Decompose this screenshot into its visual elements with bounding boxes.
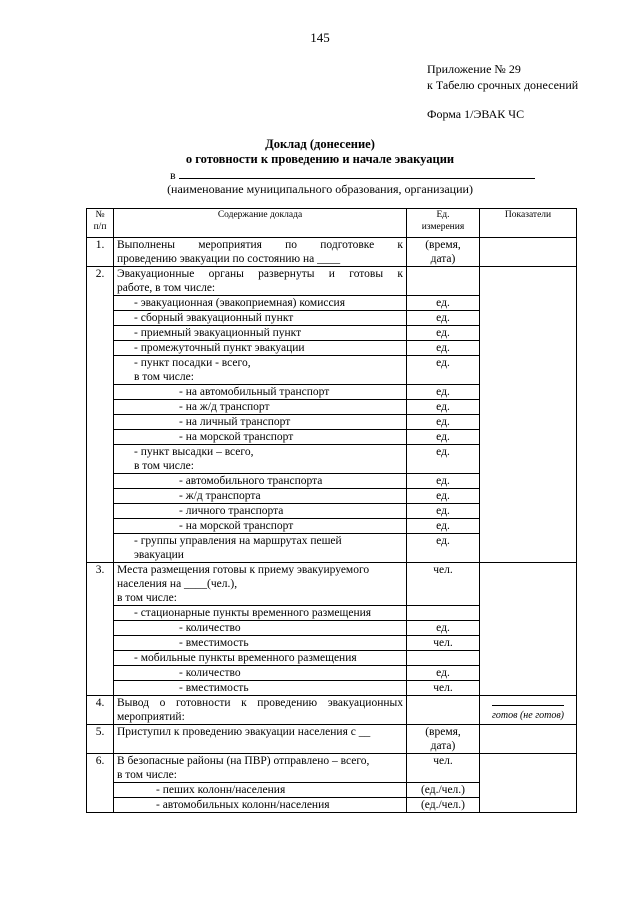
row-unit: ед. bbox=[407, 621, 480, 636]
row-number: 5. bbox=[87, 725, 114, 754]
row-unit: ед. bbox=[407, 326, 480, 341]
row-content: - пункт высадки – всего, в том числе: bbox=[114, 445, 407, 474]
header-unit: Ед. измерения bbox=[407, 209, 480, 238]
row-unit bbox=[407, 606, 480, 621]
row-content: - автомобильного транспорта bbox=[114, 474, 407, 489]
row-unit: ед. bbox=[407, 445, 480, 474]
table-row bbox=[87, 696, 577, 725]
row-content: - личного транспорта bbox=[114, 504, 407, 519]
row-content: - на личный транспорт bbox=[114, 415, 407, 430]
report-table bbox=[86, 208, 577, 813]
row-content: - на морской транспорт bbox=[114, 430, 407, 445]
status-hint: готов (не готов) bbox=[492, 710, 564, 721]
table-row bbox=[87, 754, 577, 783]
row-unit: ед. bbox=[407, 356, 480, 385]
row-unit: ед. bbox=[407, 666, 480, 681]
appendix-line-1: Приложение № 29 bbox=[427, 62, 521, 76]
form-id: Форма 1/ЭВАК ЧС bbox=[427, 107, 525, 121]
header-content: Содержание доклада bbox=[114, 209, 407, 238]
row-content: - количество bbox=[114, 621, 407, 636]
row-unit: чел. bbox=[407, 681, 480, 696]
row-content: - вместимость bbox=[114, 681, 407, 696]
status-blank bbox=[492, 696, 564, 706]
row-content: - мобильные пункты временного размещения bbox=[114, 651, 407, 666]
row-unit: чел. bbox=[407, 754, 480, 783]
appendix-note bbox=[427, 61, 578, 93]
row-content: Места размещения готовы к приему эвакуируемого населения на ____(чел.), в том числе: bbox=[114, 563, 407, 606]
row-unit bbox=[407, 651, 480, 666]
row-content: - эвакуационная (эвакоприемная) комиссия bbox=[114, 296, 407, 311]
row-number: 3. bbox=[87, 563, 114, 696]
table-row bbox=[87, 267, 577, 296]
row-value-cell[interactable] bbox=[480, 267, 577, 563]
row-unit: ед. bbox=[407, 296, 480, 311]
row-content: Вывод о готовности к проведению эвакуационных мероприятий: bbox=[114, 696, 407, 725]
row-content: - пеших колонн/населения bbox=[114, 783, 407, 798]
row-content: - на ж/д транспорт bbox=[114, 400, 407, 415]
row-content: - вместимость bbox=[114, 636, 407, 651]
doc-subtitle: о готовности к проведению и начале эвакуации bbox=[185, 152, 455, 166]
row-content: - приемный эвакуационный пункт bbox=[114, 326, 407, 341]
row-content: Эвакуационные органы развернуты и готовы к работе, в том числе: bbox=[114, 267, 407, 296]
row-content: - на автомобильный транспорт bbox=[114, 385, 407, 400]
row-content: - группы управления на маршрутах пешей эвакуации bbox=[114, 534, 407, 563]
row-unit: ед. bbox=[407, 489, 480, 504]
row-content: В безопасные районы (на ПВР) отправлено – всего, в том числе: bbox=[114, 754, 407, 783]
header-values: Показатели bbox=[480, 209, 577, 238]
row-unit: (время, дата) bbox=[407, 725, 480, 754]
row-value-cell[interactable] bbox=[480, 238, 577, 267]
row-unit: ед. bbox=[407, 534, 480, 563]
row-unit: чел. bbox=[407, 563, 480, 606]
row-unit: (время, дата) bbox=[407, 238, 480, 267]
row-number: 4. bbox=[87, 696, 114, 725]
row-value-cell[interactable] bbox=[480, 563, 577, 696]
row-unit: ед. bbox=[407, 400, 480, 415]
row-number: 6. bbox=[87, 754, 114, 813]
row-content: - на морской транспорт bbox=[114, 519, 407, 534]
row-number: 2. bbox=[87, 267, 114, 563]
org-name-caption: (наименование муниципального образования, организации) bbox=[167, 182, 473, 196]
row-unit: ед. bbox=[407, 341, 480, 356]
table-row bbox=[87, 725, 577, 754]
row-unit: ед. bbox=[407, 415, 480, 430]
table-row bbox=[87, 563, 577, 606]
row-content: - стационарные пункты временного размещения bbox=[114, 606, 407, 621]
row-unit: ед. bbox=[407, 385, 480, 400]
row-value-cell[interactable] bbox=[480, 725, 577, 754]
row-content: - промежуточный пункт эвакуации bbox=[114, 341, 407, 356]
page-number: 145 bbox=[310, 30, 330, 45]
row-unit: ед. bbox=[407, 504, 480, 519]
row-number: 1. bbox=[87, 238, 114, 267]
row-content: - автомобильных колонн/населения bbox=[114, 798, 407, 813]
appendix-line-2: к Табелю срочных донесений bbox=[427, 78, 579, 92]
row-content: - пункт посадки - всего, в том числе: bbox=[114, 356, 407, 385]
row-value-cell[interactable] bbox=[480, 754, 577, 813]
row-unit: ед. bbox=[407, 474, 480, 489]
doc-title: Доклад (донесение) bbox=[265, 137, 375, 151]
row-unit: чел. bbox=[407, 636, 480, 651]
row-unit: ед. bbox=[407, 519, 480, 534]
org-prefix: в bbox=[170, 168, 176, 182]
row-content: Приступил к проведению эвакуации населения с __ bbox=[114, 725, 407, 754]
row-value-cell[interactable] bbox=[480, 696, 577, 725]
row-content: - ж/д транспорта bbox=[114, 489, 407, 504]
org-name-blank[interactable] bbox=[179, 167, 535, 179]
header-num: № п/п bbox=[87, 209, 114, 238]
row-unit bbox=[407, 696, 480, 725]
row-content: - количество bbox=[114, 666, 407, 681]
row-unit bbox=[407, 267, 480, 296]
row-unit: ед. bbox=[407, 311, 480, 326]
row-unit: (ед./чел.) bbox=[407, 798, 480, 813]
row-unit: ед. bbox=[407, 430, 480, 445]
org-name-line bbox=[170, 167, 535, 183]
row-unit: (ед./чел.) bbox=[407, 783, 480, 798]
row-content: Выполнены мероприятия по подготовке к проведению эвакуации по состоянию на ____ bbox=[114, 238, 407, 267]
row-content: - сборный эвакуационный пункт bbox=[114, 311, 407, 326]
table-header-row bbox=[87, 209, 577, 238]
table-row bbox=[87, 238, 577, 267]
